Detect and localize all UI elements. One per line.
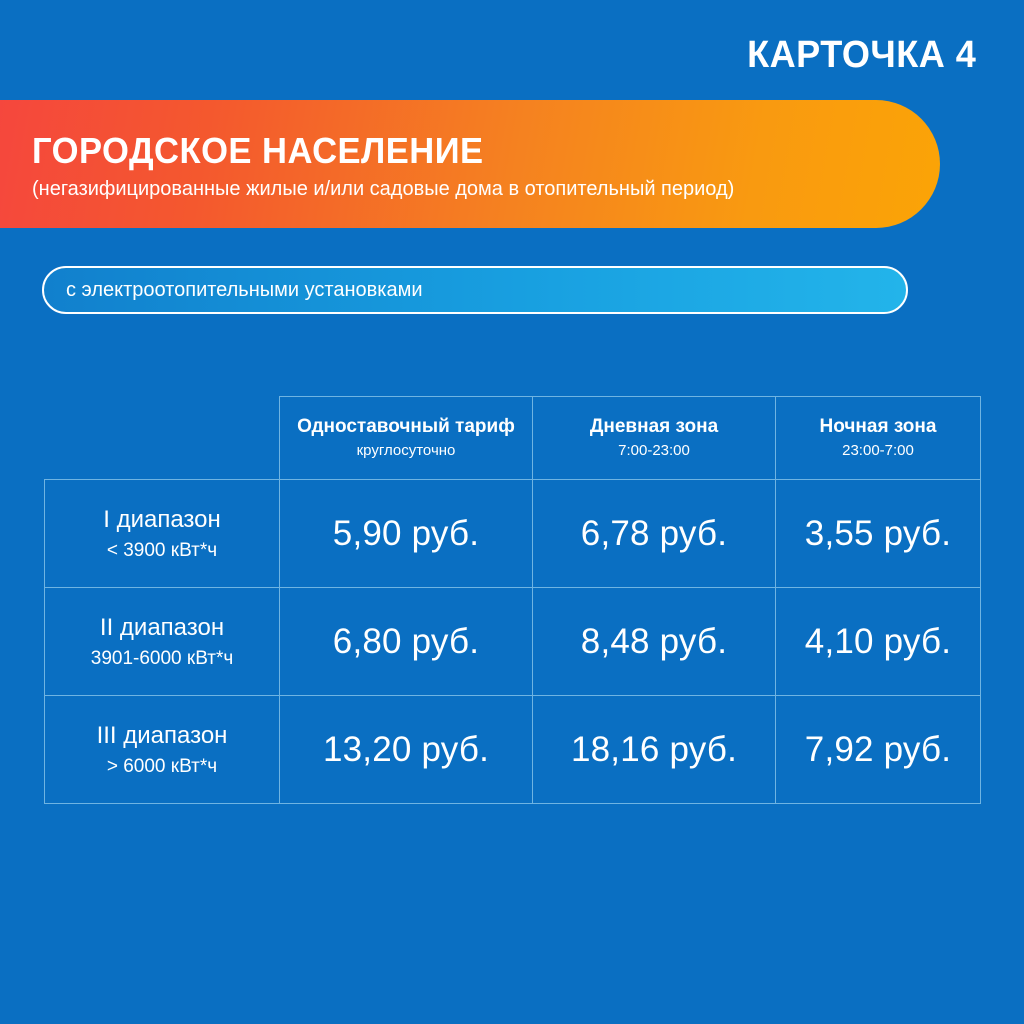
table-header-day-zone-title: Дневная зона: [589, 416, 719, 438]
table-header-day-zone: [533, 397, 776, 480]
table-cell-night-zone: 3,55 руб.: [776, 480, 981, 588]
installation-pill-label: с электроотопительными установками: [66, 278, 423, 301]
range-subtitle: < 3900 кВт*ч: [106, 539, 218, 561]
table-header-single-rate-title: Одноставочный тариф: [297, 416, 515, 438]
table-row: [45, 480, 981, 588]
card-number-label: КАРТОЧКА 4: [746, 34, 976, 76]
table-header-single-rate: [280, 397, 533, 480]
range-title: I диапазон: [103, 505, 221, 533]
table-row: [45, 588, 981, 696]
table-header-row: [45, 397, 981, 480]
table-cell-day-zone: 18,16 руб.: [533, 696, 776, 804]
rates-table-wrapper: [44, 396, 980, 804]
range-title: III диапазон: [96, 721, 228, 749]
table-header-single-rate-sub: круглосуточно: [356, 442, 456, 460]
table-cell-day-zone: 8,48 руб.: [533, 588, 776, 696]
table-row-range: [45, 588, 280, 696]
table-row: [45, 696, 981, 804]
table-header-night-zone: [776, 397, 981, 480]
table-cell-single-rate: 6,80 руб.: [280, 588, 533, 696]
banner-title: ГОРОДСКОЕ НАСЕЛЕНИЕ: [32, 129, 484, 171]
category-banner: [0, 100, 940, 228]
table-cell-night-zone: 4,10 руб.: [776, 588, 981, 696]
range-subtitle: 3901-6000 кВт*ч: [90, 647, 234, 669]
table-cell-night-zone: 7,92 руб.: [776, 696, 981, 804]
table-header-night-zone-sub: 23:00-7:00: [842, 442, 914, 460]
table-cell-day-zone: 6,78 руб.: [533, 480, 776, 588]
table-header-night-zone-title: Ночная зона: [819, 416, 937, 438]
banner-subtitle: (негазифицированные жилые и/или садовые дома в отопительный период): [32, 178, 735, 201]
table-row-range: [45, 696, 280, 804]
rates-table: [44, 396, 981, 804]
table-header-day-zone-sub: 7:00-23:00: [618, 442, 690, 460]
range-title: II диапазон: [99, 613, 225, 641]
installation-pill: [42, 266, 908, 314]
table-cell-single-rate: 13,20 руб.: [280, 696, 533, 804]
range-subtitle: > 6000 кВт*ч: [106, 755, 218, 777]
table-header-corner: [45, 397, 280, 480]
table-cell-single-rate: 5,90 руб.: [280, 480, 533, 588]
table-row-range: [45, 480, 280, 588]
